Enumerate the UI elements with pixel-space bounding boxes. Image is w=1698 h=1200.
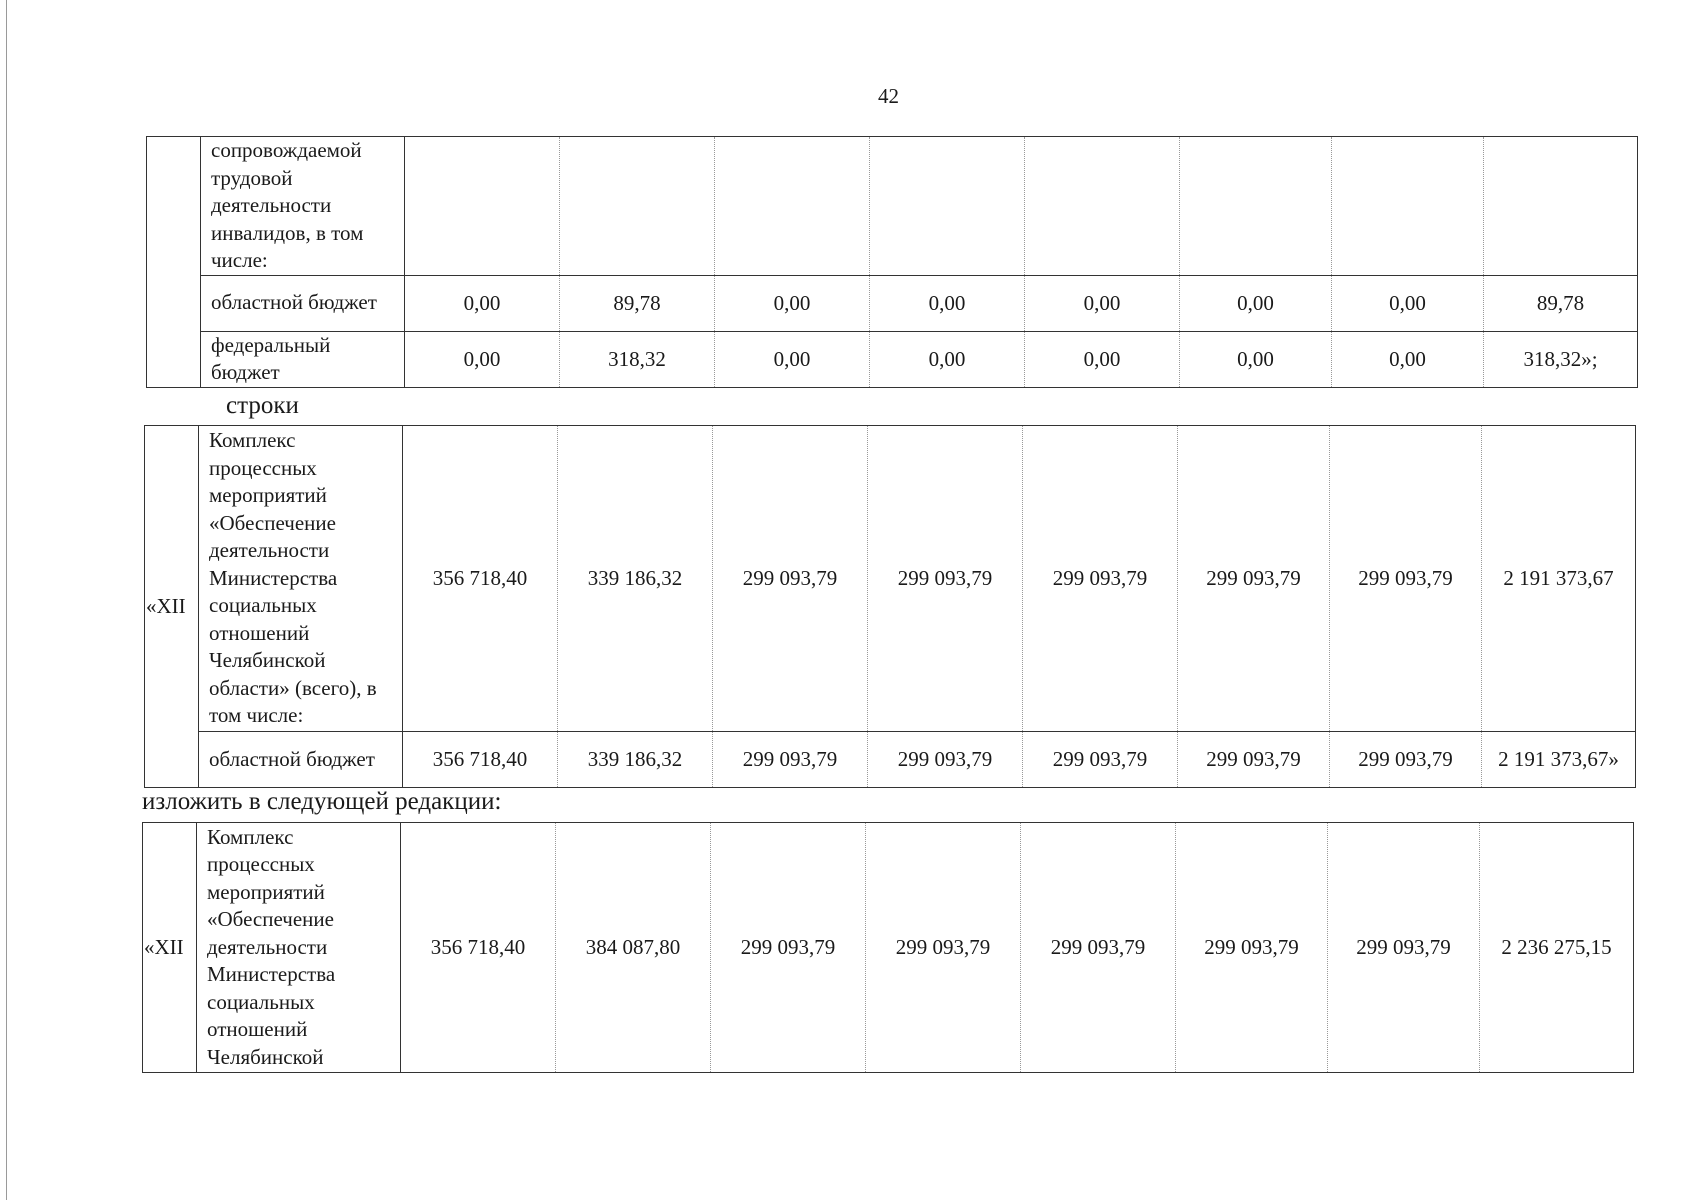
value-cell: 0,00 (870, 331, 1025, 387)
value-cell: 299 093,79 (1023, 732, 1178, 788)
total-cell: 89,78 (1484, 275, 1638, 331)
table-row (147, 275, 1638, 331)
value-cell (715, 137, 870, 276)
table-row (145, 426, 1636, 732)
row-code-cell: «XII (145, 426, 199, 788)
budget-table-previous-continuation (146, 136, 1638, 388)
value-cell: 356 718,40 (403, 732, 558, 788)
value-cell: 299 093,79 (1330, 732, 1482, 788)
value-cell: 356 718,40 (403, 426, 558, 732)
value-cell (1180, 137, 1332, 276)
row-name-cell: областной бюджет (199, 732, 403, 788)
caption-edit: изложить в следующей редакции: (142, 788, 502, 815)
value-cell: 299 093,79 (1178, 426, 1330, 732)
value-cell: 89,78 (560, 275, 715, 331)
total-cell: 2 191 373,67 (1482, 426, 1636, 732)
value-cell: 299 093,79 (1021, 823, 1176, 1073)
value-cell: 0,00 (1180, 275, 1332, 331)
value-cell: 299 093,79 (1178, 732, 1330, 788)
value-cell: 339 186,32 (558, 732, 713, 788)
value-cell: 0,00 (1025, 331, 1180, 387)
table-row (145, 732, 1636, 788)
value-cell: 318,32 (560, 331, 715, 387)
row-name-cell: Комплекс процессных мероприятий «Обеспечение деятельности Министерства социальных отношений Челябинской (197, 823, 401, 1073)
budget-table-new-rows (142, 822, 1634, 1073)
value-cell: 0,00 (1180, 331, 1332, 387)
table-row (143, 823, 1634, 1073)
value-cell: 299 093,79 (868, 426, 1023, 732)
value-cell: 299 093,79 (713, 426, 868, 732)
value-cell: 299 093,79 (1176, 823, 1328, 1073)
row-name-cell: Комплекс процессных мероприятий «Обеспечение деятельности Министерства социальных отношений Челябинской области» (всего), в том числе: (199, 426, 403, 732)
value-cell: 339 186,32 (558, 426, 713, 732)
value-cell (560, 137, 715, 276)
value-cell: 299 093,79 (1023, 426, 1178, 732)
value-cell (1025, 137, 1180, 276)
page-number: 42 (878, 84, 899, 108)
value-cell (870, 137, 1025, 276)
value-cell (405, 137, 560, 276)
value-cell: 0,00 (1332, 331, 1484, 387)
value-cell: 299 093,79 (866, 823, 1021, 1073)
value-cell: 0,00 (715, 275, 870, 331)
value-cell (1332, 137, 1484, 276)
value-cell: 299 093,79 (1328, 823, 1480, 1073)
value-cell: 0,00 (715, 331, 870, 387)
value-cell: 299 093,79 (711, 823, 866, 1073)
value-cell: 0,00 (870, 275, 1025, 331)
value-cell: 0,00 (405, 331, 560, 387)
total-cell (1484, 137, 1638, 276)
value-cell: 299 093,79 (1330, 426, 1482, 732)
row-name-cell: областной бюджет (201, 275, 405, 331)
table-row (147, 137, 1638, 276)
budget-table-old-rows (144, 425, 1636, 788)
value-cell: 0,00 (1332, 275, 1484, 331)
table-row (147, 331, 1638, 387)
scan-margin-line (6, 0, 7, 1200)
value-cell: 0,00 (405, 275, 560, 331)
total-cell: 2 191 373,67» (1482, 732, 1636, 788)
value-cell: 299 093,79 (868, 732, 1023, 788)
row-name-cell: сопровождаемой трудовой деятельности инвалидов, в том числе: (201, 137, 405, 276)
total-cell: 2 236 275,15 (1480, 823, 1634, 1073)
value-cell: 299 093,79 (713, 732, 868, 788)
caption-rows: строки (226, 392, 299, 419)
row-code-cell: «XII (143, 823, 197, 1073)
total-cell: 318,32»; (1484, 331, 1638, 387)
value-cell: 356 718,40 (401, 823, 556, 1073)
row-code-cell (147, 137, 201, 388)
row-name-cell: федеральный бюджет (201, 331, 405, 387)
value-cell: 0,00 (1025, 275, 1180, 331)
value-cell: 384 087,80 (556, 823, 711, 1073)
